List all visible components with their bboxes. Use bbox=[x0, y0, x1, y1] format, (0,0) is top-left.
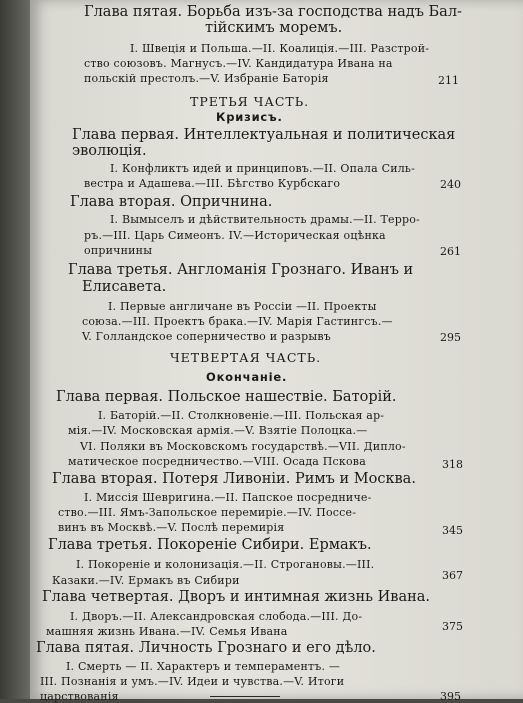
page-number: 318 bbox=[442, 458, 463, 471]
part-heading: ТРЕТЬЯ ЧАСТЬ. bbox=[190, 94, 310, 109]
chapter-subsections: I. Баторій.—II. Столкновеніе.—III. Польская ар- bbox=[98, 409, 385, 422]
chapter-subsections: I. Швеція и Польша.—II. Коалиція.—III. Разстрой- bbox=[130, 42, 430, 55]
chapter-subsections: мія.—IV. Московская армія.—V. Взятіе Полоцка.— bbox=[68, 424, 368, 437]
page-number: 211 bbox=[438, 74, 459, 87]
chapter-subsections: машняя жизнь Ивана.—IV. Семья Ивана bbox=[46, 625, 288, 638]
chapter-subsections: III. Познанія и умъ.—IV. Идеи и чувства.—V. Итоги bbox=[40, 675, 345, 688]
chapter-title: Глава третья. Покореніе Сибири. Ермакъ. bbox=[48, 537, 372, 553]
chapter-title-cont: тійскимъ моремъ. bbox=[205, 20, 343, 36]
chapter-subsections: I. Покореніе и колонизація.—II. Строгановы.—III. bbox=[76, 558, 375, 571]
page-number: 345 bbox=[442, 524, 463, 537]
chapter-title: Глава третья. Англоманія Грознаго. Иванъ и bbox=[68, 262, 414, 278]
chapter-title-cont: Елисавета. bbox=[82, 279, 167, 295]
chapter-title: Глава первая. Польское нашествіе. Баторій. bbox=[56, 389, 397, 405]
chapter-title: Глава вторая. Потеря Ливоніи. Римъ и Москва. bbox=[52, 471, 416, 487]
chapter-subsections: вестра и Адашева.—III. Бѣгство Курбскаго bbox=[84, 177, 341, 190]
end-rule bbox=[210, 696, 280, 697]
chapter-title: Глава пятая. Борьба изъ-за господства надъ Бал- bbox=[84, 4, 462, 20]
chapter-title: Глава вторая. Опричнина. bbox=[70, 194, 273, 210]
chapter-subsections: союза.—III. Проектъ брака.—IV. Марія Гастингсъ.— bbox=[82, 315, 393, 328]
chapter-title: Глава четвертая. Дворъ и интимная жизнь Ивана. bbox=[42, 589, 431, 605]
chapter-subsections: ство.—III. Ямъ-Запольское перемиріе.—IV. Поссе- bbox=[58, 506, 357, 519]
chapter-title: Глава пятая. Личность Грознаго и его дѣло. bbox=[36, 640, 376, 656]
chapter-subsections: V. Голландское соперничество и разрывъ bbox=[82, 330, 331, 343]
chapter-subsections: ръ.—III. Царь Симеонъ. IV.—Историческая оцѣнка bbox=[84, 229, 386, 242]
chapter-subsections: VI. Поляки въ Московскомъ государствѣ.—VII. Дипло- bbox=[80, 440, 406, 453]
chapter-subsections: польскій престолъ.—V. Избраніе Баторія bbox=[84, 72, 329, 85]
page-number: 240 bbox=[440, 178, 461, 191]
chapter-subsections: I. Смерть — II. Характеръ и темпераментъ. — bbox=[66, 660, 341, 673]
page-number: 295 bbox=[440, 331, 461, 344]
page-number: 367 bbox=[442, 569, 463, 582]
section-heading: Кризисъ. bbox=[216, 110, 283, 124]
page-number: 261 bbox=[440, 245, 461, 258]
chapter-subsections: винъ въ Москвѣ.—V. Послѣ перемирія bbox=[58, 521, 285, 534]
chapter-subsections: I. Конфликтъ идей и принциповъ.—II. Опала Силь- bbox=[110, 162, 416, 175]
chapter-subsections: ство союзовъ. Магнусъ.—IV. Кандидатура Ивана на bbox=[84, 57, 393, 70]
book-spine-shadow bbox=[0, 0, 30, 699]
chapter-subsections: I. Миссія Шевригина.—II. Папское посредниче- bbox=[84, 491, 372, 504]
chapter-title-cont: эволюція. bbox=[72, 143, 147, 159]
chapter-subsections: матическое посредничество.—VIII. Осада Пскова bbox=[68, 455, 366, 468]
page-number: 375 bbox=[442, 620, 463, 633]
chapter-subsections: Казаки.—IV. Ермакъ въ Сибири bbox=[52, 574, 240, 587]
chapter-subsections: опричнины bbox=[84, 244, 153, 257]
chapter-subsections: царствованія bbox=[40, 690, 119, 703]
chapter-subsections: I. Первые англичане въ Россіи —II. Проекты bbox=[108, 300, 377, 313]
book-page bbox=[30, 0, 523, 703]
page-number: 395 bbox=[440, 690, 461, 703]
chapter-subsections: I. Дворъ.—II. Александровская слобода.—III. До- bbox=[70, 610, 363, 623]
chapter-title: Глава первая. Интеллектуальная и политическая bbox=[72, 127, 456, 143]
part-heading: ЧЕТВЕРТАЯ ЧАСТЬ. bbox=[170, 350, 322, 365]
section-heading: Окончаніе. bbox=[206, 370, 288, 384]
chapter-subsections: I. Вымыселъ и дѣйствительность драмы.—II. Терро- bbox=[110, 213, 420, 226]
